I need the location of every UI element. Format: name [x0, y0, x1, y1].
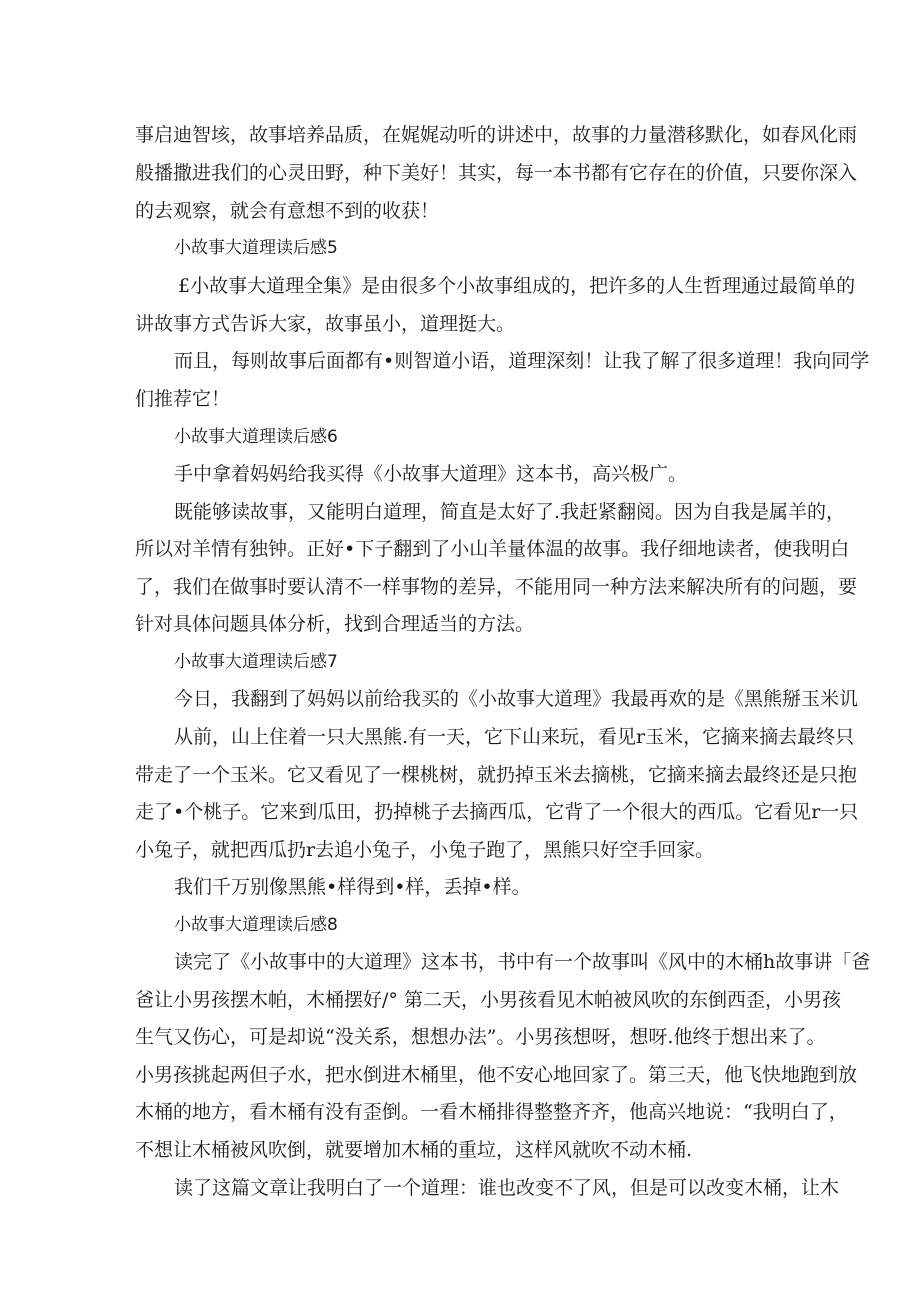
paragraph-line: 小兔子，就把西瓜扔r去追小兔子，小兔子跑了，黑熊只好空手回家。 [135, 839, 715, 861]
paragraph-line: 的去观察，就会有意想不到的收获！ [135, 200, 440, 222]
paragraph-line: 不想让木桶被风吹倒，就要增加木桶的重垃，这样风就吹不动木桶. [135, 1139, 693, 1161]
paragraph-line: £小故事大道理全集》是由很多个小故事组成的，把许多的人生哲理通过最简单的 [178, 275, 856, 297]
section-heading: 小故事大道理读后感7 [174, 652, 338, 672]
paragraph-line: 而且，每则故事后面都有•则智道小语，道理深刻！让我了解了很多道理！我向同学 [174, 350, 870, 372]
paragraph-line: 们推荐它！ [135, 388, 231, 410]
paragraph-line: 了，我们在做事时要认清不一样事物的差异，不能用同一种方法来解决所有的问题，要 [135, 576, 858, 598]
section-heading: 小故事大道理读后感6 [174, 427, 338, 447]
paragraph-line: 所以对羊情有独钟。正好•下子翻到了小山羊量体温的故事。我仔细地读者，使我明白 [135, 538, 850, 560]
paragraph-line: 针对具体问题具体分析，找到合理适当的方法。 [135, 613, 535, 635]
section-heading: 小故事大道理读后感8 [174, 915, 338, 935]
paragraph-line: 事启迪智垓，故事培养品质，在娓娓动听的讲述中，故事的力量潜移默化，如春风化雨 [135, 124, 858, 146]
paragraph-line: 读了这篇文章让我明白了一个道理：谁也改变不了风，但是可以改变木桶，让木 [174, 1177, 840, 1199]
section-heading: 小故事大道理读后感5 [174, 238, 338, 258]
paragraph-line: 带走了一个玉米。它又看见了一棵桃树，就扔掉玉米去摘桃，它摘来摘去最终还是只抱 [135, 764, 858, 786]
paragraph-line: 爸让小男孩摆木帕，木桶摆好/° 第二天，小男孩看见木帕被风吹的东倒西歪，小男孩 [135, 989, 841, 1011]
paragraph-line: 从前，山上住着一只大黑熊.有一天，它下山来玩，看见r玉米，它摘来摘去最终只 [174, 726, 855, 748]
paragraph-line: 讲故事方式告诉大家，故事虽小，道理挺大。 [135, 313, 516, 335]
paragraph-line: 既能够读故事，又能明白道理，简直是太好了.我赶紧翻阅。因为自我是属羊的， [174, 501, 846, 523]
paragraph-line: 今日，我翻到了妈妈以前给我买的《小故事大道理》我最再欢的是《黑熊掰玉米讥 [174, 688, 859, 710]
paragraph-line: 读完了《小故事中的大道理》这本书，书中有一个故事叫《风中的木桶h故事讲「爸 [174, 951, 871, 973]
paragraph-line: 木桶的地方，看木桶有没有歪倒。一看木桶排得整整齐齐，他高兴地说：“我明白了， [135, 1101, 848, 1123]
paragraph-line: 走了•个桃子。它来到瓜田，扔掉桃子去摘西瓜，它背了一个很大的西瓜。它看见r一只 [135, 801, 859, 823]
paragraph-line: 般播撒进我们的心灵田野，种下美好！其实，每一本书都有它存在的价值，只要你深入 [135, 162, 858, 184]
paragraph-line: 手中拿着妈妈给我买得《小故事大道理》这本书，高兴极广。 [174, 463, 688, 485]
paragraph-line: 生气又伤心，可是却说“没关系，想想办法”。小男孩想呀，想呀.他终于想出来了。 [135, 1026, 826, 1048]
paragraph-line: 小男孩挑起两但子水，把水倒进木桶里，他不安心地回家了。第三天，他飞快地跑到放 [135, 1064, 858, 1086]
paragraph-line: 我们千万别像黑熊•样得到•样，丢掉•样。 [174, 876, 531, 898]
